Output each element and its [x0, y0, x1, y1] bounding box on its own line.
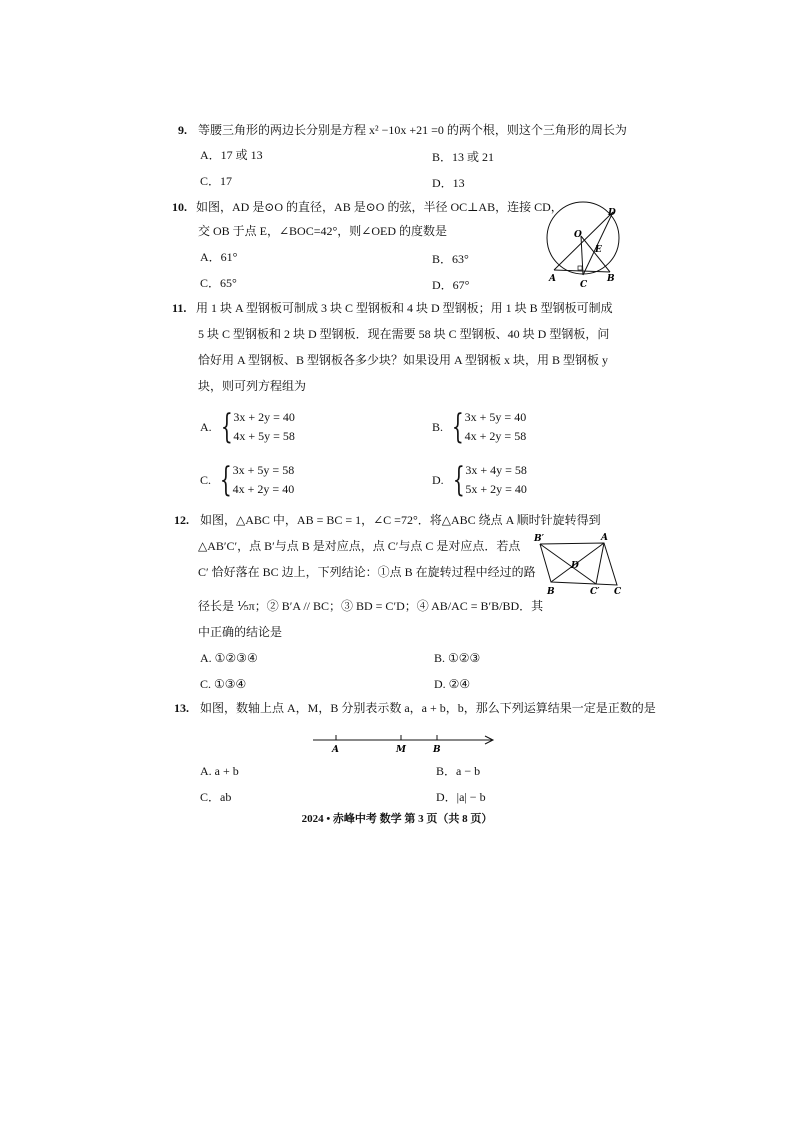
equation-2: 5x + 2y = 40: [465, 482, 527, 496]
q11-option-c: [200, 461, 294, 499]
label-a: A: [601, 533, 608, 543]
label-c-prime: C′: [590, 587, 600, 596]
q11-line-4: 块，则可列方程组为: [198, 379, 307, 393]
q12-line-3: C′ 恰好落在 BC 边上，下列结论：①点 B 在旋转过程中经过的路: [198, 565, 536, 579]
brace-icon: {: [220, 407, 233, 447]
q11-option-b: [432, 408, 526, 446]
brace-icon: {: [451, 407, 464, 447]
equation-2: 4x + 2y = 40: [232, 482, 295, 496]
label-o: O: [574, 230, 582, 240]
q9-text: 等腰三角形的两边长分别是方程 x² −10x +21 =0 的两个根，则这个三角形的周长为: [198, 123, 627, 137]
q11-line-1: 用 1 块 A 型钢板可制成 3 块 C 型钢板和 4 块 D 型钢板；用 1 块 B 型钢板可制成: [196, 301, 613, 315]
axis-label-a: A: [332, 745, 339, 755]
q12-line-4: 径长是 ⅕π；② B′A // BC；③ BD = C′D；④ AB/AC = B′B/BD．其: [198, 599, 544, 613]
q9-option-c: C．17: [200, 174, 233, 188]
label-c: C: [580, 280, 588, 290]
q9-option-a: A．17 或 13: [200, 148, 263, 162]
equation-1: 3x + 5y = 58: [232, 463, 295, 477]
label-d: D: [608, 208, 616, 218]
equation-1: 3x + 4y = 58: [465, 463, 527, 477]
equation-1: 3x + 2y = 40: [233, 410, 295, 424]
q10-number: 10.: [172, 200, 187, 214]
q11-line-3: 恰好用 A 型钢板、B 型钢板各多少块？如果设用 A 型钢板 x 块，用 B 型钢板 y: [198, 353, 609, 367]
q9-option-d: D．13: [432, 176, 465, 190]
q9-number: 9.: [178, 123, 187, 137]
q10-option-d: D．67°: [432, 278, 470, 292]
option-label: D.: [432, 472, 444, 487]
q13-option-a: A. a + b: [200, 764, 239, 778]
q13-text: 如图，数轴上点 A，M，B 分别表示数 a，a + b，b，那么下列运算结果一定是正数的是: [200, 701, 656, 715]
q13-number: 13.: [174, 701, 189, 715]
axis-label-m: M: [396, 745, 406, 755]
q12-option-a: A. ①②③④: [200, 651, 258, 665]
equation-2: 4x + 5y = 58: [233, 429, 295, 443]
q13-option-b: B．a − b: [436, 764, 481, 778]
brace-icon: {: [219, 460, 232, 500]
q12-option-b: B. ①②③: [434, 651, 481, 665]
q9-option-b: B．13 或 21: [432, 150, 495, 164]
brace-icon: {: [452, 460, 465, 500]
q11-line-2: 5 块 C 型钢板和 2 块 D 型钢板．现在需要 58 块 C 型钢板、40 块 D 型钢板，问: [198, 327, 610, 341]
option-label: A.: [200, 419, 212, 434]
q10-option-b: B．63°: [432, 252, 469, 266]
circle-figure: [540, 200, 620, 290]
equation-2: 4x + 2y = 58: [464, 429, 527, 443]
number-line: [310, 730, 500, 755]
label-b-prime: B′: [534, 534, 544, 544]
label-c: C: [614, 587, 622, 596]
q12-option-c: C. ①③④: [200, 677, 247, 691]
q13-option-d: D．|a| − b: [436, 790, 486, 804]
q12-number: 12.: [174, 513, 189, 527]
option-label: C.: [200, 472, 212, 487]
q10-option-a: A．61°: [200, 250, 238, 264]
q12-line-5: 中正确的结论是: [198, 625, 283, 639]
q11-number: 11.: [172, 301, 187, 315]
q10-line-1: 如图，AD 是⊙O 的直径，AB 是⊙O 的弦，半径 OC⊥AB，连接 CD，: [196, 200, 563, 214]
q10-line-2: 交 OB 于点 E，∠BOC=42°，则∠OED 的度数是: [198, 224, 448, 238]
page-footer: 2024 • 赤峰中考 数学 第 3 页（共 8 页）: [301, 813, 493, 825]
label-d: D: [571, 561, 579, 571]
q13-option-c: C．ab: [200, 790, 232, 804]
q12-line-1: 如图，△ABC 中，AB = BC = 1，∠C =72°．将△ABC 绕点 A 顺时针旋转得到: [200, 513, 601, 527]
label-e: E: [595, 245, 602, 255]
q11-option-d: [432, 461, 527, 499]
q10-option-c: C．65°: [200, 276, 237, 290]
label-b: B: [547, 587, 555, 596]
q11-option-a: [200, 408, 295, 446]
label-a: A: [549, 274, 556, 284]
equation-1: 3x + 5y = 40: [464, 410, 527, 424]
q12-option-d: D. ②④: [434, 677, 471, 691]
label-b: B: [607, 274, 615, 284]
q12-line-2: △AB′C′，点 B′与点 B 是对应点，点 C′与点 C 是对应点．若点: [198, 539, 521, 553]
option-label: B.: [432, 419, 444, 434]
rotation-figure: [532, 532, 626, 596]
axis-label-b: B: [433, 745, 441, 755]
